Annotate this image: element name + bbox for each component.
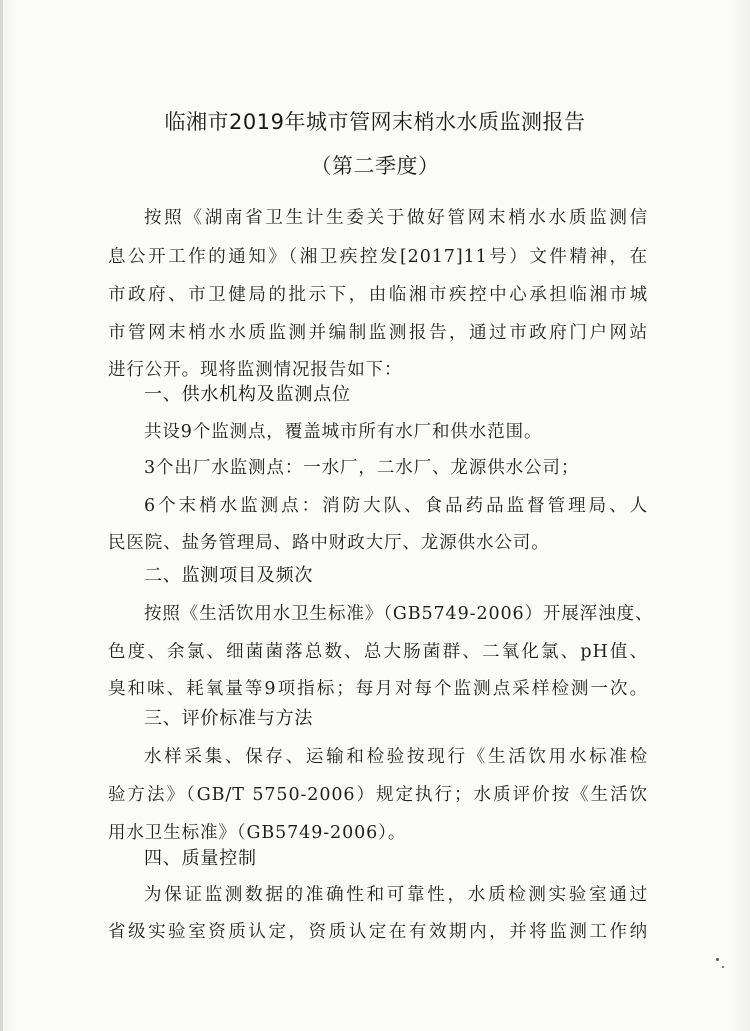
intro-line-5: 进行公开。现将监测情况报告如下： bbox=[108, 360, 403, 380]
intro-line-1: 按照《湖南省卫生计生委关于做好管网末梢水水质监测信 bbox=[144, 208, 648, 228]
section-2-line-1: 按照《生活饮用水卫生标准》（GB5749-2006）开展浑浊度、 bbox=[144, 604, 654, 624]
intro-line-2: 息公开工作的通知》（湘卫疾控发[2017]11号）文件精神，在 bbox=[108, 247, 648, 267]
section-4-line-2: 省级实验室资质认定，资质认定在有效期内，并将监测工作纳 bbox=[108, 922, 648, 942]
section-1-line-1: 共设9个监测点，覆盖城市所有水厂和供水范围。 bbox=[144, 422, 543, 442]
section-2-line-2: 色度、余氯、细菌菌落总数、总大肠菌群、二氧化氯、pH值、 bbox=[108, 642, 648, 662]
section-3-line-3: 用水卫生标准》（GB5749-2006）。 bbox=[108, 823, 407, 843]
section-1-line-4: 民医院、盐务管理局、路中财政大厅、龙源供水公司。 bbox=[108, 533, 550, 553]
section-4-heading: 四、质量控制 bbox=[144, 848, 257, 869]
intro-line-4: 市管网末梢水水质监测并编制监测报告，通过市政府门户网站 bbox=[108, 323, 648, 343]
scan-speck bbox=[722, 966, 724, 968]
intro-line-3: 市政府、市卫健局的批示下，由临湘市疾控中心承担临湘市城 bbox=[108, 285, 648, 305]
section-1-line-2: 3个出厂水监测点：一水厂，二水厂、龙源供水公司； bbox=[144, 458, 580, 478]
section-1-line-3: 6个末梢水监测点：消防大队、食品药品监督管理局、人 bbox=[144, 496, 648, 516]
section-3-heading: 三、评价标准与方法 bbox=[144, 708, 314, 729]
document-subtitle: （第二季度） bbox=[310, 154, 440, 178]
document-title: 临湘市2019年城市管网末梢水水质监测报告 bbox=[164, 110, 586, 134]
section-1-heading: 一、供水机构及监测点位 bbox=[144, 384, 351, 405]
section-3-line-2: 验方法》（GB/T 5750-2006）规定执行；水质评价按《生活饮 bbox=[108, 785, 648, 805]
section-4-line-1: 为保证监测数据的准确性和可靠性，水质检测实验室通过 bbox=[144, 885, 648, 905]
section-2-line-3: 臭和味、耗氧量等9项指标；每月对每个监测点采样检测一次。 bbox=[108, 679, 648, 699]
section-2-heading: 二、监测项目及频次 bbox=[144, 565, 314, 586]
scan-speck bbox=[716, 958, 719, 961]
section-3-line-1: 水样采集、保存、运输和检验按现行《生活饮用水标准检 bbox=[144, 747, 648, 767]
